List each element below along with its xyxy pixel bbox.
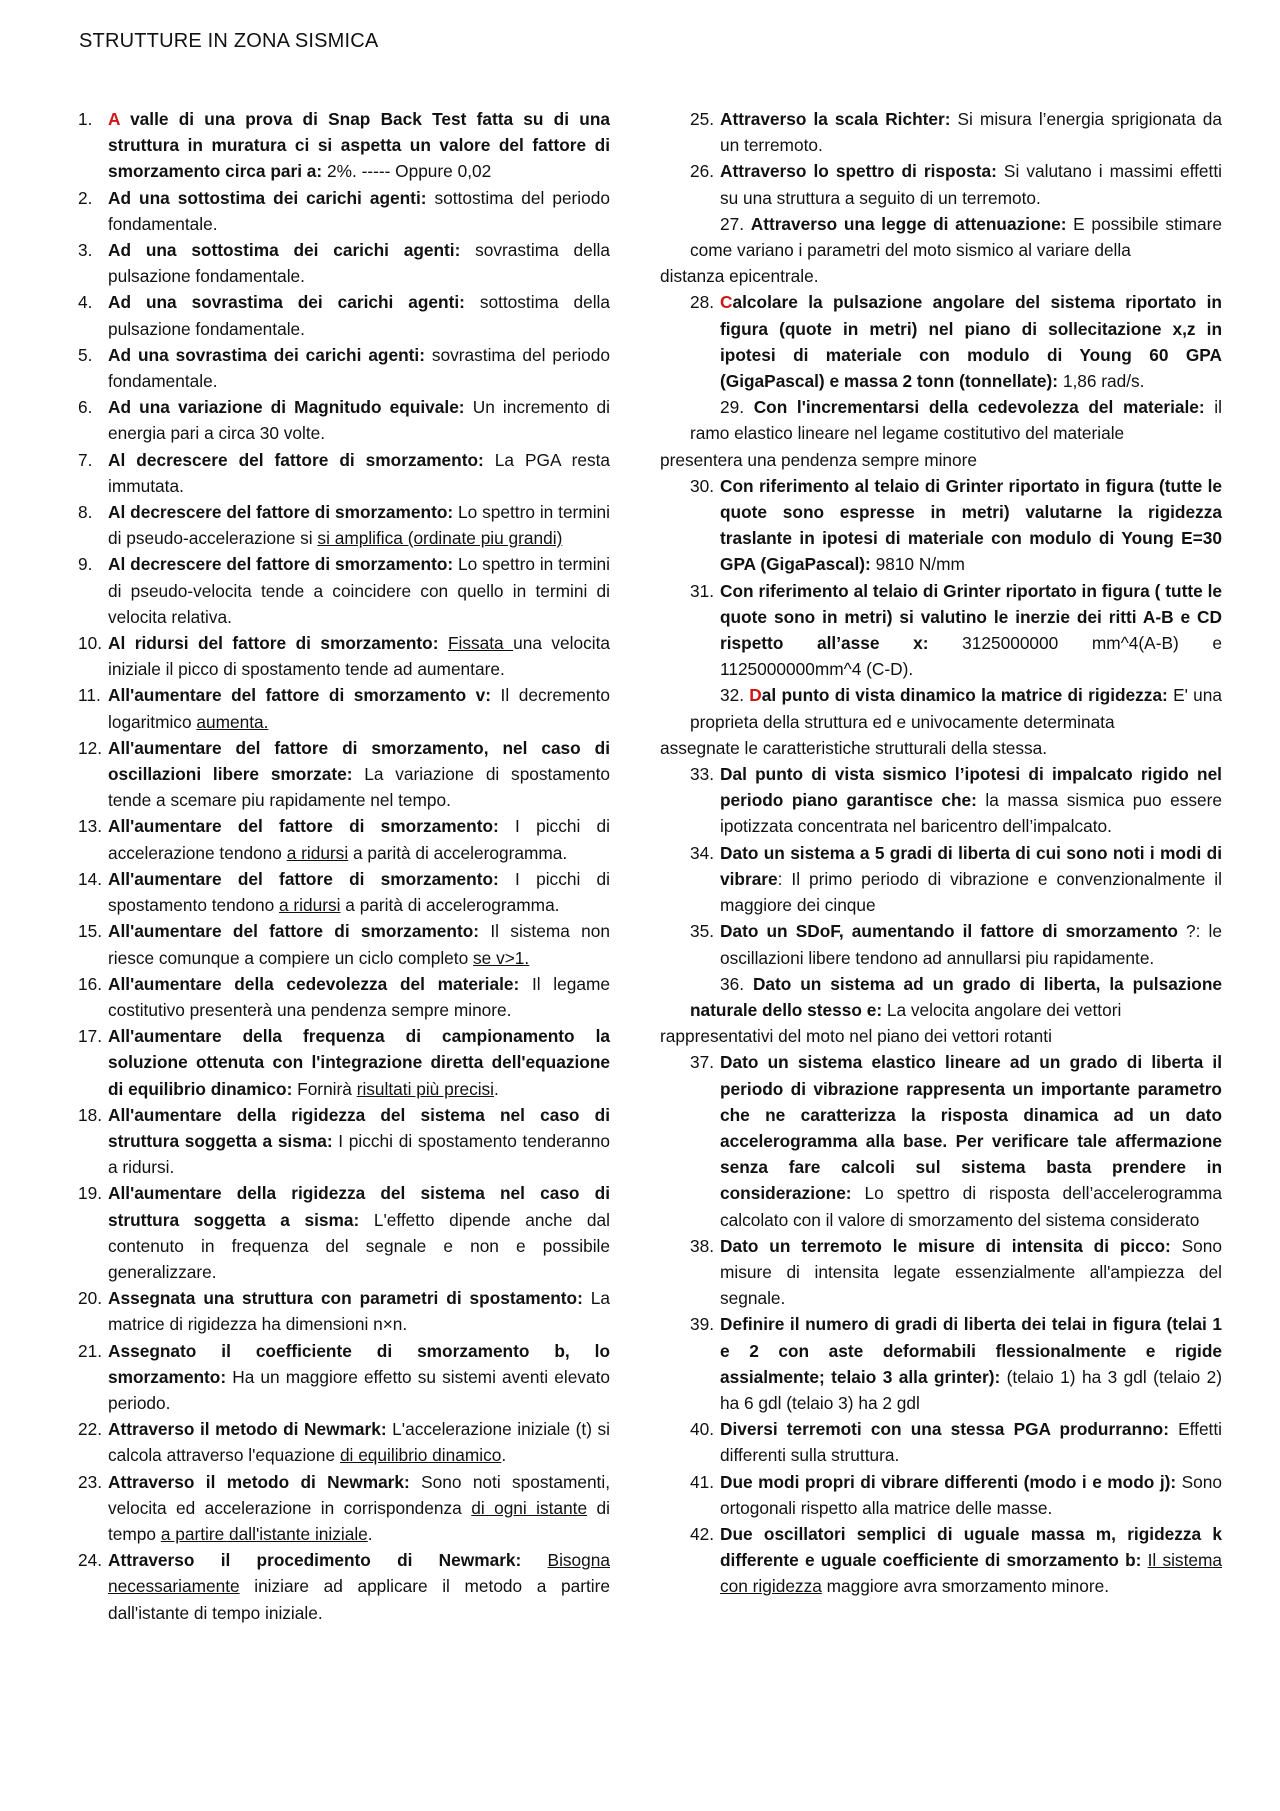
question-item bbox=[78, 185, 610, 237]
question-number: 21. bbox=[78, 1340, 103, 1361]
answer-text: 3125000000 mm^4(A-B) e 1125000000mm^4 (C-D). bbox=[720, 633, 1222, 680]
question-item bbox=[660, 682, 1222, 761]
question-number: 10. bbox=[78, 633, 103, 654]
question-item bbox=[78, 106, 610, 185]
question-item bbox=[690, 1049, 1222, 1232]
question-number: 20. bbox=[78, 1288, 103, 1309]
answer-text: La velocita angolare dei vettori bbox=[882, 999, 1122, 1020]
question-number: 4. bbox=[78, 292, 93, 313]
question-item bbox=[690, 761, 1222, 840]
answer-underlined: di ogni istante bbox=[471, 1497, 588, 1518]
question-text: Attraverso la scala Richter: bbox=[720, 109, 951, 129]
question-text: Attraverso lo spettro di risposta: bbox=[720, 161, 997, 182]
page-header: STRUTTURE IN ZONA SISMICA bbox=[79, 30, 379, 52]
answer-text: E possibile stimare come variano i parametri del moto sismico al variare della bbox=[690, 213, 1222, 261]
answer-text-cont: . bbox=[494, 1078, 499, 1099]
question-number: 32. bbox=[720, 685, 745, 706]
question-number: 26. bbox=[690, 161, 715, 182]
question-item bbox=[78, 682, 610, 734]
question-text: All'aumentare del fattore di smorzamento: bbox=[108, 921, 480, 942]
question-number: 28. bbox=[690, 292, 715, 313]
answer-text: : Il primo periodo di vibrazione e convenzionalmente il maggiore dei cinque bbox=[720, 868, 1222, 916]
answer-underlined: a ridursi bbox=[279, 895, 341, 916]
question-number: 6. bbox=[78, 397, 93, 418]
question-item bbox=[78, 813, 610, 865]
answer-text-cont: iniziare ad applicare il metodo a partire dall'istante di tempo iniziale. bbox=[108, 1576, 610, 1623]
answer-text: Il legame costitutivo presenterà una pendenza sempre minore. bbox=[108, 973, 610, 1020]
question-text: Attraverso una legge di attenuazione: bbox=[750, 213, 1067, 234]
question-text: Al ridursi del fattore di smorzamento: bbox=[108, 633, 439, 654]
question-item bbox=[78, 971, 610, 1023]
answer-text: I picchi di spostamento tenderanno a ridursi. bbox=[108, 1130, 610, 1178]
answer-text: La PGA resta immutata. bbox=[108, 449, 610, 496]
answer-underlined: Fissata bbox=[447, 633, 514, 654]
question-number: 7. bbox=[78, 449, 93, 470]
question-text: Con riferimento al telaio di Grinter riportato in figura ( tutte le quote sono in metri) si valutino le inerzie dei ritti A-B e CD rispetto all’asse x: bbox=[720, 580, 1222, 654]
question-number: 41. bbox=[690, 1471, 715, 1492]
question-number: 23. bbox=[78, 1471, 103, 1492]
right-column bbox=[660, 106, 1222, 1600]
question-item bbox=[78, 735, 610, 814]
question-text: al punto di vista dinamico la matrice di rigidezza: bbox=[761, 685, 1168, 706]
question-text: Attraverso il metodo di Newmark: bbox=[108, 1419, 387, 1440]
question-item bbox=[78, 866, 610, 918]
question-number: 3. bbox=[78, 240, 93, 261]
question-item bbox=[78, 394, 610, 446]
question-item bbox=[78, 447, 610, 499]
answer-text: sovrastima della pulsazione fondamentale. bbox=[108, 240, 610, 287]
question-item bbox=[690, 473, 1222, 578]
question-number: 11. bbox=[78, 685, 101, 706]
question-item bbox=[690, 1233, 1222, 1312]
question-item bbox=[78, 1023, 610, 1102]
answer-text-cont: a parità di accelerogramma. bbox=[340, 895, 560, 916]
question-text: Con l'incrementarsi della cedevolezza del materiale: bbox=[753, 397, 1205, 418]
answer-underlined: a partire dall'istante iniziale bbox=[160, 1523, 368, 1544]
question-number: 29. bbox=[720, 397, 745, 418]
answer-text-end: . bbox=[367, 1523, 373, 1544]
question-text: All'aumentare della rigidezza del sistema nel caso di struttura soggetta a sisma: bbox=[108, 1104, 610, 1151]
answer-text: Il decremento logaritmico bbox=[108, 685, 610, 732]
question-item bbox=[78, 499, 610, 551]
question-initial: D bbox=[749, 685, 762, 706]
question-number: 27. bbox=[720, 213, 745, 234]
answer-text: sottostima del periodo fondamentale. bbox=[108, 187, 610, 234]
answer-text: 9810 N/mm bbox=[870, 554, 965, 575]
question-text: Assegnato il coefficiente di smorzamento b, lo smorzamento: bbox=[108, 1340, 610, 1387]
question-text: Due modi propri di vibrare differenti (modo i e modo j): bbox=[720, 1471, 1177, 1492]
question-initial: C bbox=[720, 292, 733, 313]
question-item bbox=[690, 1311, 1222, 1416]
answer-text: Si valutano i massimi effetti su una struttura a seguito di un terremoto. bbox=[720, 161, 1222, 208]
question-number: 35. bbox=[690, 921, 715, 942]
answer-text-cont: una velocita iniziale il picco di spostamento tende ad aumentare. bbox=[108, 633, 610, 680]
answer-text: La matrice di rigidezza ha dimensioni n×n. bbox=[108, 1288, 611, 1335]
question-item bbox=[78, 918, 610, 970]
question-text: All'aumentare del fattore di smorzamento, nel caso di oscillazioni libere smorzate: bbox=[108, 737, 610, 785]
question-item bbox=[690, 1521, 1222, 1600]
answer-text: Sono noti spostamenti, velocita ed accelerazione in corrispondenza bbox=[108, 1471, 611, 1518]
answer-underlined: di equilibrio dinamico bbox=[339, 1445, 502, 1466]
question-text: Dal punto di vista sismico l’ipotesi di impalcato rigido nel periodo piano garantisce che: bbox=[720, 764, 1222, 811]
question-item bbox=[78, 237, 610, 289]
question-number: 14. bbox=[78, 868, 103, 889]
question-number: 36. bbox=[720, 973, 745, 994]
question-text: Ad una variazione di Magnitudo equivale: bbox=[108, 397, 465, 418]
question-item bbox=[690, 578, 1222, 683]
question-number: 33. bbox=[690, 764, 715, 785]
answer-text: E' una proprieta della struttura ed e univocamente determinata bbox=[690, 685, 1222, 732]
question-number: 5. bbox=[78, 344, 93, 365]
answer-text bbox=[439, 633, 448, 653]
question-text: Diversi terremoti con una stessa PGA produrranno: bbox=[720, 1419, 1169, 1440]
question-text: valle di una prova di Snap Back Test fatta su di una struttura in muratura ci si aspetta un valore del fattore di smorzamento circa pari a: bbox=[108, 109, 610, 182]
question-number: 42. bbox=[690, 1523, 715, 1544]
question-item bbox=[78, 289, 610, 341]
question-number: 8. bbox=[78, 502, 93, 523]
answer-text: il ramo elastico lineare nel legame costitutivo del materiale bbox=[690, 397, 1222, 444]
answer-text: sovrastima del periodo fondamentale. bbox=[108, 344, 610, 392]
answer-text: 2%. ----- Oppure 0,02 bbox=[322, 161, 492, 182]
question-text: Dato un sistema ad un grado di liberta, la pulsazione naturale dello stesso e: bbox=[690, 973, 1222, 1020]
question-number: 16. bbox=[78, 973, 103, 994]
question-text: Ad una sottostima dei carichi agenti: bbox=[108, 187, 427, 208]
question-text: Al decrescere del fattore di smorzamento: bbox=[108, 502, 454, 523]
question-text: Definire il numero di gradi di liberta dei telai in figura (telai 1 e 2 con aste deformabili flessionalmente e rigide assialmente; telaio 3 alla grinter): bbox=[720, 1314, 1222, 1387]
answer-text: I picchi di spostamento tendono bbox=[108, 868, 610, 916]
question-number: 17. bbox=[78, 1026, 103, 1047]
question-item bbox=[690, 1416, 1222, 1468]
question-item bbox=[78, 1469, 610, 1548]
question-number: 30. bbox=[690, 475, 715, 496]
question-number: 31. bbox=[690, 580, 715, 601]
question-item bbox=[690, 158, 1222, 210]
answer-text: Sono ortogonali rispetto alla matrice delle masse. bbox=[720, 1471, 1222, 1518]
answer-text-cont: di tempo bbox=[108, 1497, 610, 1544]
question-text: All'aumentare del fattore di smorzamento: bbox=[108, 868, 499, 889]
answer-text: la massa sismica puo essere ipotizzata concentrata nel baricentro dell’impalcato. bbox=[720, 790, 1222, 837]
question-item bbox=[78, 342, 610, 394]
answer-text: Si misura l’energia sprigionata da un terremoto. bbox=[720, 109, 1222, 156]
question-number: 1. bbox=[78, 109, 93, 129]
answer-underlined: a ridursi bbox=[286, 842, 349, 863]
answer-text: Lo spettro di risposta dell’accelerogramma calcolato con il valore di smorzamento del sistema considerato bbox=[720, 1183, 1222, 1230]
question-text: Con riferimento al telaio di Grinter riportato in figura (tutte le quote sono espresse in metri) valutarne la rigidezza traslante in ipotesi di materiale con modulo di Young E=30 GPA (GigaPascal): bbox=[720, 475, 1222, 575]
question-text: All'aumentare del fattore di smorzamento v: bbox=[108, 685, 492, 706]
question-text: All'aumentare della rigidezza del sistema nel caso di struttura soggetta a sisma: bbox=[108, 1183, 610, 1230]
question-number: 24. bbox=[78, 1550, 103, 1571]
answer-text: I picchi di accelerazione tendono bbox=[108, 816, 610, 863]
question-item bbox=[78, 1285, 610, 1337]
question-number: 39. bbox=[690, 1314, 715, 1335]
answer-text: Un incremento di energia pari a circa 30 volte. bbox=[108, 397, 611, 444]
answer-text: 1,86 rad/s. bbox=[1058, 371, 1145, 392]
question-number: 12. bbox=[78, 737, 103, 758]
question-item bbox=[78, 630, 610, 682]
question-text: alcolare la pulsazione angolare del sistema riportato in figura (quote in metri) nel piano di sollecitazione x,z in ipotesi di materiale con modulo di Young 60 GPA (GigaPascal) e massa 2 tonn (tonnellate): bbox=[720, 292, 1222, 392]
question-text: All'aumentare della cedevolezza del materiale: bbox=[108, 973, 520, 994]
answer-text-cont: a parità di accelerogramma. bbox=[348, 842, 568, 863]
answer-text: sottostima della pulsazione fondamentale. bbox=[108, 292, 610, 339]
question-text: Ad una sottostima dei carichi agenti: bbox=[108, 240, 461, 261]
answer-wrapped-line: assegnate le caratteristiche strutturali della stessa. bbox=[660, 737, 1048, 758]
question-text: Assegnata una struttura con parametri di spostamento: bbox=[108, 1288, 583, 1309]
question-text: Attraverso il procedimento di Newmark: bbox=[108, 1550, 522, 1571]
question-text: Ad una sovrastima dei carichi agenti: bbox=[108, 344, 425, 365]
answer-text bbox=[521, 1550, 547, 1570]
question-item bbox=[690, 289, 1222, 394]
question-number: 18. bbox=[78, 1104, 103, 1125]
question-number: 13. bbox=[78, 816, 103, 837]
question-item bbox=[78, 1338, 610, 1417]
answer-text: ?: le oscillazioni libere tendono ad annullarsi piu rapidamente. bbox=[720, 921, 1222, 968]
question-number: 34. bbox=[690, 842, 715, 863]
question-item bbox=[78, 1180, 610, 1285]
question-number: 37. bbox=[690, 1052, 715, 1073]
answer-text: Lo spettro in termini di pseudo-accelerazione si bbox=[108, 502, 610, 549]
answer-text: Sono misure di intensita legate essenzialmente all'ampiezza del segnale. bbox=[720, 1235, 1222, 1309]
question-number: 22. bbox=[78, 1419, 103, 1440]
question-item bbox=[78, 1416, 610, 1468]
answer-text: Ha un maggiore effetto su sistemi aventi elevato periodo. bbox=[108, 1366, 610, 1413]
question-text: Attraverso il metodo di Newmark: bbox=[108, 1471, 410, 1492]
question-text: Ad una sovrastima dei carichi agenti: bbox=[108, 292, 465, 313]
question-number: 15. bbox=[78, 921, 103, 942]
question-text: All'aumentare del fattore di smorzamento: bbox=[108, 816, 499, 837]
question-item bbox=[690, 918, 1222, 970]
question-number: 2. bbox=[78, 187, 93, 208]
question-item bbox=[78, 551, 610, 630]
question-item bbox=[78, 1547, 610, 1626]
answer-text: L'effetto dipende anche dal contenuto in frequenza del segnale e non e possibile generalizzare. bbox=[108, 1209, 610, 1282]
question-number: 38. bbox=[690, 1235, 715, 1256]
left-column bbox=[78, 106, 610, 1626]
answer-underlined: aumenta. bbox=[196, 711, 269, 732]
question-initial: A bbox=[108, 109, 120, 129]
question-text: Dato un sistema a 5 gradi di liberta di cui sono noti i modi di vibrare bbox=[720, 842, 1222, 889]
answer-underlined: risultati più precisi bbox=[356, 1078, 495, 1099]
question-item bbox=[660, 394, 1222, 473]
answer-text-cont: maggiore avra smorzamento minore. bbox=[821, 1576, 1110, 1597]
question-text: Dato un sistema elastico lineare ad un grado di liberta il periodo di vibrazione rappresenta un importante parametro che ne caratterizza la risposta dinamica ad un dato accelerogramma alla base. Per verificare tale affermazione senza fare calcoli sul sistema basta prendere in considerazione: bbox=[720, 1052, 1222, 1204]
question-text: Al decrescere del fattore di smorzamento: bbox=[108, 554, 454, 575]
question-number: 40. bbox=[690, 1419, 715, 1440]
answer-wrapped-line: presentera una pendenza sempre minore bbox=[660, 449, 978, 470]
question-text: Dato un SDoF, aumentando il fattore di smorzamento bbox=[720, 921, 1178, 942]
answer-underlined: se v>1. bbox=[473, 947, 530, 968]
question-text: Al decrescere del fattore di smorzamento: bbox=[108, 449, 484, 470]
answer-text: Fornirà bbox=[292, 1078, 357, 1099]
answer-underlined: si amplifica (ordinate piu grandi) bbox=[317, 528, 563, 549]
question-number: 25. bbox=[690, 109, 715, 129]
answer-text: Lo spettro in termini di pseudo-velocita tende a coincidere con quello in termini di velocita relativa. bbox=[108, 554, 610, 627]
question-item bbox=[690, 1469, 1222, 1521]
answer-text: La variazione di spostamento tende a scemare piu rapidamente nel tempo. bbox=[108, 764, 610, 811]
answer-text: Effetti differenti sulla struttura. bbox=[720, 1419, 1222, 1466]
answer-underlined: Bisogna necessariamente bbox=[108, 1550, 610, 1597]
answer-underlined: Il sistema con rigidezza bbox=[720, 1550, 1222, 1597]
question-item bbox=[690, 106, 1222, 158]
answer-text-cont: . bbox=[501, 1445, 507, 1466]
question-text: Due oscillatori semplici di uguale massa m, rigidezza k differente e uguale coefficiente di smorzamento b: bbox=[720, 1523, 1222, 1571]
question-item bbox=[78, 1102, 610, 1181]
question-item bbox=[660, 971, 1222, 1050]
question-number: 19. bbox=[78, 1183, 103, 1204]
answer-wrapped-line: distanza epicentrale. bbox=[660, 266, 819, 287]
question-item bbox=[690, 840, 1222, 919]
question-text: Dato un terremoto le misure di intensita di picco: bbox=[720, 1235, 1171, 1256]
answer-wrapped-line: rappresentativi del moto nel piano dei vettori rotanti bbox=[660, 1026, 1052, 1047]
question-text: All'aumentare della frequenza di campionamento la soluzione ottenuta con l'integrazione diretta dell'equazione di equilibrio dinamico: bbox=[108, 1026, 610, 1099]
answer-text: Il sistema non riesce comunque a compiere un ciclo completo bbox=[108, 921, 610, 968]
answer-text: (telaio 1) ha 3 gdl (telaio 2) ha 6 gdl (telaio 3) ha 2 gdl bbox=[720, 1366, 1222, 1413]
question-item bbox=[660, 211, 1222, 290]
answer-text: L'accelerazione iniziale (t) si calcola attraverso l'equazione bbox=[108, 1419, 611, 1466]
question-number: 9. bbox=[78, 554, 93, 575]
